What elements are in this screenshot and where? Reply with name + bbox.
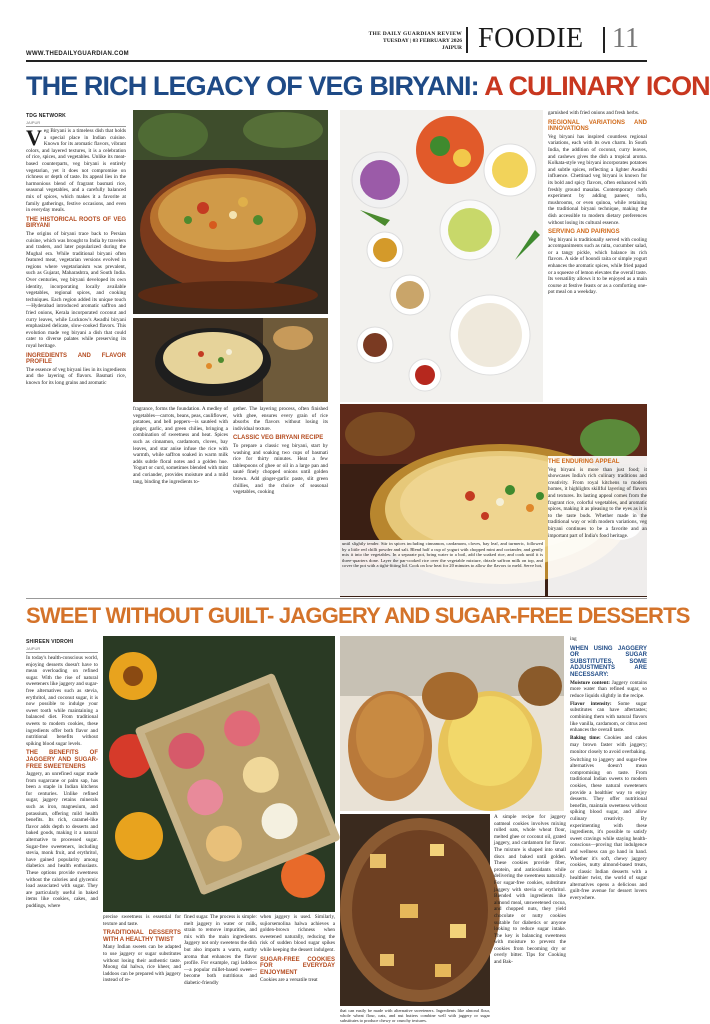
- halwa-paragraph: when jaggery is used. Similarly, sujiorsemolina halwa achieves a golden-brown richness when sweetened naturally, reducing the risk of sudden blood sugar spikes while keeping the dessert indulgent.: [260, 914, 335, 953]
- heading-serving: SERVING AND PAIRINGS: [548, 229, 620, 236]
- heading-historical-roots: THE HISTORICAL ROOTS OF VEG BIRYANI: [26, 216, 126, 230]
- cookie-recipe-paragraph: A simple recipe for jaggery oatmeal cookies involves mixing rolled oats, whole wheat flour, melted ghee or coconut oil, grated jaggery, and cardamom for flavor. The mixture is shaped into small discs and baked until golden. These cookies provide fiber, protein, and antioxidants while delivering the sweetness naturally. For sugar-free cookies, substitute jaggery with stevia or erythritol. Blended with ingredients like almond meal, unsweetened cocoa, and chopped nuts, they yield chocolate or nutty cookies suitable for diabetics or anyone looking to reduce sugar intake. The key is balancing sweetness with moisture to prevent the cookies from becoming dry or overly bitter. Tips for Cooking and Bak-: [494, 814, 566, 966]
- ingredients-paragraph-2: fragrance, forms the foundation. A medley of vegetables—carrots, beans, peas, cauliflower, potatoes, and bell peppers—is sautéed with ginger, garlic, and green chilies, bringing a combination of sweetness and heat. Spices such as cinnamon, cardamom, cloves, bay leaves, and star anise infuse the rice with warmth, while saffron soaked in warm milk adds subtle floral notes and a golden hue. Yogurt or curd, sometimes blended with mint and coriander, provides moisture and a mild tang, binding the ingredients to-: [133, 406, 228, 485]
- article2-col2: [103, 914, 181, 1018]
- biryani-pot-image: [133, 110, 328, 314]
- tip-flavor: Flavor intensity: Some sugar substitutes can have aftertastes; combining them with natural flavors like vanilla, cardamom, or citrus zest enhances the overall taste.: [570, 700, 647, 734]
- drop-cap: V: [26, 125, 42, 150]
- article2-location: JAIPUR: [26, 646, 41, 651]
- article2-author: SHIREEN VIDROHI: [26, 639, 74, 645]
- heading-benefits: THE BENEFITS OF JAGGERY AND SUGAR-FREE SWEETENERS: [26, 750, 98, 770]
- article1-headline: [26, 70, 710, 102]
- traditional-paragraph: Many Indian sweets can be adapted to use jaggery or sugar substitutes without losing their authentic taste. Moong dal halwa, rice kheer, and laddoos can be prepared with jaggery instead of re-: [103, 944, 181, 984]
- serving-paragraph: Veg biryani is traditionally served with cooling accompaniments such as raita, cucumber salad, or a tangy pickle, which balance its rich flavors. A side of boondi raita or simple yogurt enhances the aromatic spices, while fried papad or a squeeze of lemon elevates the overall taste. Its versatility allows it to be enjoyed as a main course at festive feasts or as a comforting one-pot meal on a weekday.: [548, 236, 647, 296]
- besan-ladoo-image: [340, 636, 564, 811]
- article2-col8: [570, 636, 647, 1020]
- biryani-bowl-image: [133, 318, 328, 402]
- intro-paragraph: Veg Biryani is a timeless dish that holds a special place in Indian cuisine. Known for its aromatic flavors, vibrant colors, and layered textures, it is a celebration of rice, spices, and vegetables. Unlike its meat-based counterparts, veg biryani is entirely vegetarian, yet it does not compromise on richness or depth of taste. Its appeal lies in the harmonious blend of fragrant basmati rice, seasonal vegetables, and a carefully balanced mix of spices, which makes it a favorite at family gatherings, festive occasions, and even in everyday meals.: [26, 125, 126, 214]
- recipe-paragraph-1: To prepare a classic veg biryani, start by washing and soaking two cups of basmati rice for thirty minutes. Heat a few tablespoons of ghee or oil in a large pan and sauté finely chopped onions until golden brown. Add ginger-garlic paste, slit green chillies, and the choice of seasonal vegetables, cooking: [233, 442, 328, 496]
- masthead-rule: [26, 60, 647, 62]
- ingredients-paragraph-1: The essence of veg biryani lies in its ingredients and the layering of flavors. Basmati rice, known for its long grains and aromatic: [26, 366, 126, 386]
- heading-cookies: SUGAR-FREE COOKIES FOR EVERYDAY ENJOYMENT: [260, 956, 335, 976]
- article2-headline: SWEET WITHOUT GUILT- JAGGERY AND SUGAR-FREE DESSERTS: [26, 603, 690, 628]
- article1-author: TDG NETWORK: [26, 113, 66, 119]
- heading-recipe: CLASSIC VEG BIRYANI RECIPE: [233, 435, 324, 442]
- conclusion-paragraph: Switching to jaggery and sugar-free alternatives doesn't mean compromising on taste. From traditional Indian sweets to modern cookies, these natural sweeteners provide a healthier way to enjoy desserts. They offer nutritional benefits, maintain sweetness without spiking blood sugar, and allow culinary creativity. By experimenting with these ingredients, it's possible to satisfy sweet cravings while staying health-conscious—proving that indulgence and wellness can go hand in hand. Whether it's soft, chewy jaggery cookies, nutty almond-based treats, or classic Indian desserts with a healthier twist, the world of sugar alternatives opens a delicious and guilt-free avenue for dessert lovers everywhere.: [570, 756, 647, 902]
- heading-appeal: THE ENDURING APPEAL: [548, 459, 620, 465]
- paper-name: THE DAILY GUARDIAN REVIEW: [368, 31, 462, 37]
- article1-right-col: [548, 110, 647, 400]
- regional-paragraph: Veg biryani has inspired countless regional variations, each with its own charm. In South India, the addition of coconut, curry leaves, and cashews gives the dish a tropical aroma. Kolkata-style veg biryani incorporates potatoes and subtle spices, reflecting a lighter Awadhi influence. Chettinad veg biryani is known for its bold and spicy flavors, often enhanced with freshly ground masalas. Contemporary chefs experiment by adding paneer, tofu, mushrooms, or even quinoa, while retaining the traditional biryani technique, making the dish accessible to modern dietary preferences without losing its cultural essence.: [548, 133, 647, 226]
- tip-moisture: Moisture content: Jaggery contains more water than refined sugar, so reduce liquids slightly in the recipe.: [570, 679, 647, 699]
- site-url[interactable]: WWW.THEDAILYGUARDIAN.COM: [26, 51, 129, 57]
- appeal-col: [548, 456, 647, 596]
- traditional-continued: fined sugar. The process is simple: melt jaggery in water or milk, strain to remove impurities, and mix with the main ingredients. Jaggery not only sweetens the dish but also imparts a warm, earthy aroma that enhances the flavor profile. For example, ragi laddoos—a popular millet-based sweet—become both nutritious and diabetic-friendly: [184, 914, 257, 986]
- heading-traditional: TRADITIONAL DESSERTS WITH A HEALTHY TWIST: [103, 930, 181, 943]
- ingredients-flatlay-image: [340, 110, 543, 402]
- recipe-part2-block: [340, 540, 545, 596]
- heading-adjustments: WHEN USING JAGGERY OR SUGAR SUBSTITUTES, SOME ADJUSTMENTS ARE NECESSARY:: [570, 645, 647, 678]
- article2-col3: [184, 914, 257, 1018]
- headline-part-blue: THE RICH LEGACY OF VEG BIRYANI:: [26, 71, 479, 101]
- dessert-box-image: [103, 636, 335, 912]
- heading-ingredients: INGREDIENTS AND FLAVOR PROFILE: [26, 352, 126, 366]
- issue-city: JAIPUR: [441, 45, 462, 51]
- col8-top: ing: [570, 636, 577, 642]
- recipe-ending: garnished with fried onions and fresh herbs.: [548, 110, 640, 116]
- jaggery-cookie-image: [340, 814, 490, 1006]
- cookies-continued: that can easily be made with alternative sweeteners. Ingredients like almond flour, whole wheat flour, oats, and nut butters combine well with jaggery or sugar substitutes to produce chewy or crunchy textures.: [340, 1008, 490, 1024]
- section-title: FOODIE: [478, 23, 584, 54]
- tip-baking: Baking time: Cookies and cakes may brown faster with jaggery; monitor closely to avoid overbaking.: [570, 735, 647, 755]
- byline2-rule: [26, 652, 98, 653]
- article1-col2: [133, 406, 228, 596]
- article2-col4: [260, 914, 335, 1018]
- article1-location: JAIPUR: [26, 120, 41, 125]
- benefits-paragraph: Jaggery, an unrefined sugar made from sugarcane or palm sap, has been a staple in Indian kitchens for centuries. Unlike refined sugar, jaggery retains minerals such as iron, magnesium, and potassium, offering mild health benefits. Its rich, caramel-like flavor adds depth to desserts and baked goods, making it a natural alternative to processed sugar. Sugar-free sweeteners, including stevia, monk fruit, and erythritol, have gained popularity among diabetics and health enthusiasts. These options provide sweetness without the calories and glycemic load associated with sugar. They are particularly useful in baked items like cookies, cakes, and puddings, where: [26, 771, 98, 909]
- article1-col3: [233, 406, 328, 596]
- page-number: 11: [612, 23, 639, 54]
- cookies-cont-block: [340, 1008, 490, 1024]
- headline-part-red: A CULINARY ICON: [484, 71, 710, 101]
- recipe-paragraph-2: until slightly tender. Stir in spices including cinnamon, cardamom, cloves, bay leaf, and turmeric, followed by a little red chilli powder and salt. Blend half a cup of yogurt with chopped mint and coriander, and gently mix it into the vegetables. In a separate pot, bring water to a boil, add the soaked rice, and cook until it is three-quarters done. Layer the par-cooked rice over the vegetable mixture, drizzle saffron milk on top, and cover the pot with a tight-fitting lid. Cook on low heat for 20 minutes to allow the flavors to meld. Serve hot,: [342, 541, 543, 569]
- cookies-intro: Cookies are a versatile treat: [260, 977, 318, 984]
- article2-intro: In today's health-conscious world, enjoying desserts doesn't have to mean overloading on refined sugar. With the rise of natural sweeteners like jaggery and sugar-free alternatives such as stevia, erythritol, and coconut sugar, it is now possible to indulge your sweet tooth while maintaining a balanced diet. From traditional sweets to modern cookies, these ingredients offer both flavor and nutritional benefits without spiking blood sugar levels.: [26, 655, 98, 747]
- col2-top: precise sweetness is essential for texture and taste.: [103, 914, 181, 927]
- roots-paragraph: The origins of biryani trace back to Persian cuisine, which was brought to India by travelers and traders, and later popularized during the Mughal era. While traditional biryani often featured meat, vegetarian versions evolved in regions where vegetarianism was prevalent, such as Gujarat, Maharashtra, and South India. Over centuries, veg biryani developed its own identity, incorporating locally available vegetables, regional spices, and cooking techniques. Each region added its unique touch—Hyderabad introduced aromatic saffron and fried onions, Kerala incorporated coconut and curry leaves, while Lucknow's Awadhi biryani emphasized delicate, slow-cooked flavors. This evolution made veg biryani a dish that could cater to diverse palates while preserving its royal heritage.: [26, 230, 126, 349]
- appeal-paragraph: Veg biryani is more than just food; it showcases India's rich culinary traditions and creativity. From royal kitchens to modern homes, it highlights skillful layering of flavors and textures. Its lasting appeal comes from the fragrant rice, colorful vegetables, and aromatic spices, making it as pleasing to the eyes as it is to the taste buds. Whether made in the traditional way or with modern variations, veg biryani continues to be a favorite and an important part of India's food heritage.: [548, 466, 647, 539]
- section-rule: [26, 598, 647, 599]
- issue-date: TUESDAY | 03 FEBRUARY 2026: [383, 38, 462, 44]
- masthead-divider: [466, 27, 468, 53]
- article2-col1: [26, 655, 98, 1015]
- article1-col1: [26, 125, 126, 616]
- article2-col7: [494, 814, 566, 1014]
- section-divider: [603, 27, 605, 53]
- ingredients-paragraph-3: gether. The layering process, often finished with ghee, ensures every grain of rice absorbs the flavors without losing its individual texture.: [233, 406, 328, 432]
- heading-regional: REGIONAL VARIATIONS AND INNOVATIONS: [548, 119, 647, 133]
